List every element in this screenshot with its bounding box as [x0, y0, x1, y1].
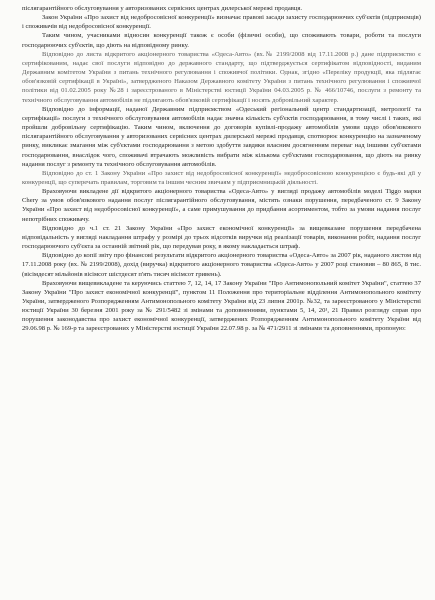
paragraph-financial-report: Відповідно до копії звіту про фінансові результати відкритого акціонерного товариства «Одеса-Авто» за 2007 рік, наданого листом від 17.11.2008 року (вх. № 2199/2008), дохід (виручка) відкритого акціонерного товариства «Одеса-Авто» у 2007 році становив – 80 865, 8 тис. (вісімдесят мільйонів вісімсот шістдесят п'ять тисяч вісімсот гривень). [22, 252, 421, 278]
paragraph-odesa-avto-letter: Відповідно до листа відкритого акціонерного товариства «Одеса-Авто» (вх.№ 2199/2008 від 17.11.2008 р.) дане підприємство є сертифікованим, надає свої послуги відповідно до державного стандарту, що підтверджується сертифікатом відповідності, виданим Державним комітетом України з питань технічного регулювання і споживчої політики. Однак, згідно «Переліку продукції, яка підлягає обов'язковій сертифікації в Україні», затвердженого Наказом Державного комітету України з питань технічного регулювання і споживчої політики від 01.02.2005 року №28 і зареєстрованого в Міністерстві юстиції України 04.03.2005 р. № 466/10746, послуги з ремонту та технічного обслуговування автомобілів не підлягають обов'язковій сертифікації і носять добровільний характер. [22, 50, 421, 104]
document-body [22, 4, 421, 334]
paragraph-article-1: Відповідно до ст. 1 Закону України «Про захист від недобросовісної конкуренції» недобросовісною конкуренцією є будь-які дії у конкуренції, що суперечать правилам, торговим та іншим чесним звичаям у підприємницькій діяльності. [22, 169, 421, 186]
paragraph-violation: Враховуючи викладене дії відкритого акціонерного товариства «Одеса-Авто» у вигляді продажу автомобілів моделі Tiggo марки Chery за умов обов'язкового надання послуг післягарантійного обслуговування, містять ознаки порушення, передбаченого ст. 9 Закону України «Про захист від недобросовісної конкуренції», а саме примушування до придбання асортиментом, тобто за умови надання послуг непотрібних споживачу. [22, 188, 421, 223]
paragraph-law-basis: Закон України «Про захист від недобросовісної конкуренції» визначає правові засади захисту господарюючих суб'єктів (підприємців) і споживачів від недобросовісної конкуренції. [22, 14, 421, 31]
paragraph-certification-center: Відповідно до інформації, наданої Державним підприємством «Одеський регіональний центр стандартизації, метрології та сертифікації» послуги з технічного обслуговування автомобілів надає значна кількість суб'єктів господарювання, в тому числі і таких, які пройшли добровільну сертифікацію. Таким чином, включення до договорів купівлі-продажу автомобілів умови щодо обов'язкового післягарантійного обслуговування у авторизованих сервісних центрах дилерської мережі продавця, спотворює конкуренцію на зазначеному ринку, викликає змагання між суб'єктами господарювання з метою здобуття завдяки власним досягненням переваг над іншими суб'єктами господарювання, внаслідок чого, споживачі втрачають можливість вибрати між кількома суб'єктами господарювання, що діють на ринку надання послуг з ремонту та технічного обслуговування автомобілів. [22, 105, 421, 168]
paragraph-liability: Відповідно до ч.1 ст. 21 Закону України «Про захист економічної конкуренції» за вищевказане порушення передбачена відповідальність у вигляді накладання штрафу у розмірі до трьох відсотків виручки від реалізації товарів, виконання робіт, надання послуг господарюючого суб'єкта за останній звітний рік, що передував року, в якому накладається штраф. [22, 224, 421, 251]
paragraph-consumers: Таким чином, учасниками відносин конкуренції також є особи (фізичні особи), що споживають товари, роботи та послуги господарюючих суб'єктів, що діють на відповідному ринку. [22, 32, 421, 49]
paragraph-intro: післягарантійного обслуговування у авторизованих сервісних центрах дилерської мережі продавця. [22, 5, 303, 12]
paragraph-proposal: Враховуючи вищевикладене та керуючись статтею 7, 12, 14, 17 Закону України "Про Антимонопольний комітет України", статтею 37 Закону України "Про захист економічної конкуренції", пунктом 11 Положення про територіальне відділення Антимонопольного комітету України, затвердженого Розпорядженням Антимонопольного комітету України від 23 липня 2001р. №32, та зареєстрованого у Міністерстві юстиції України 30 березня 2001 року за № 291/5482 зі змінами та доповненнями, пунктами 5, 14, 20¹, 21 Правил розгляду справ про порушення законодавства про захист економічної конкуренції, затверджених Розпорядженням Антимонопольного комітету України від 29.06.98 р. № 169-р та зареєстрованих у Міністерстві юстиції України 22.07.98 р. за № 471/2911 зі змінами та доповненнями, пропоную: [22, 279, 421, 333]
